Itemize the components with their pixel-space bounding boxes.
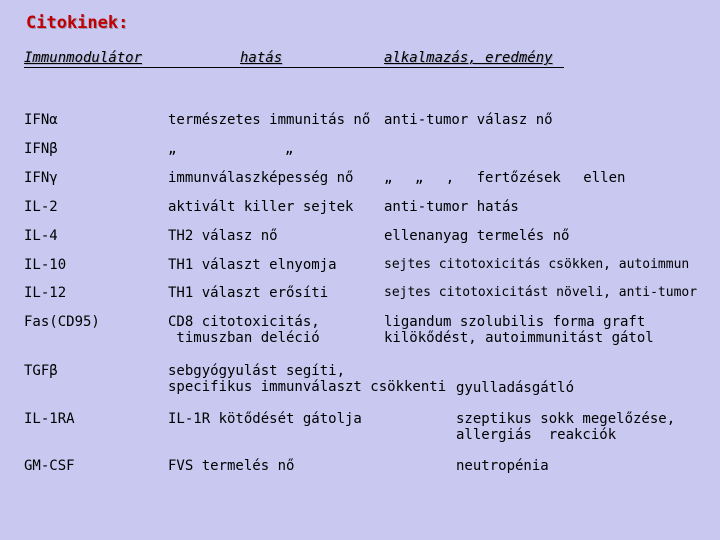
- row-effect: FVS termelés nő: [168, 458, 295, 474]
- row-effect: CD8 citotoxicitás, timuszban deléció: [168, 314, 320, 346]
- row-effect: „ „: [168, 141, 294, 157]
- row-name: IL-1RA: [24, 411, 75, 427]
- row-effect: sebgyógyulást segíti, specifikus immunválaszt csökkenti: [168, 363, 447, 395]
- row-result: neutropénia: [456, 458, 549, 474]
- row-result: szeptikus sokk megelőzése, allergiás reakciók: [456, 411, 676, 443]
- row-name: Fas(CD95): [24, 314, 100, 330]
- row-name: IL-4: [24, 228, 58, 244]
- row-name: IFNβ: [24, 141, 58, 157]
- row-name: IL-10: [24, 257, 67, 273]
- row-effect: TH2 válasz nő: [168, 228, 278, 244]
- row-effect: aktivált killer sejtek: [168, 199, 354, 215]
- row-effect: IL-1R kötődését gátolja: [168, 411, 362, 427]
- row-result: ellenanyag termelés nő: [384, 228, 570, 244]
- header-underline: [24, 67, 564, 68]
- row-result: sejtes citotoxicitást növeli, anti-tumor: [384, 285, 698, 300]
- row-effect: immunválaszképesség nő: [168, 170, 354, 186]
- row-name: IL-2: [24, 199, 58, 215]
- row-name: TGFβ: [24, 363, 58, 379]
- row-result: sejtes citotoxicitás csökken, autoimmun: [384, 257, 690, 272]
- row-result: anti-tumor hatás: [384, 199, 519, 215]
- row-result: anti-tumor válasz nő: [384, 112, 553, 128]
- row-result: „ „ , fertőzések ellen: [384, 170, 626, 186]
- row-effect: természetes immunitás nő: [168, 112, 371, 128]
- row-effect: TH1 választ erősíti: [168, 285, 329, 301]
- slide-title: Citokinek:: [26, 13, 129, 33]
- row-result: ligandum szolubilis forma graft kilökődést, autoimmunitást gátol: [384, 314, 654, 346]
- row-effect: TH1 választ elnyomja: [168, 257, 337, 273]
- header-alkalmazas: alkalmazás, eredmény: [384, 50, 553, 66]
- row-name: IFNγ: [24, 170, 58, 186]
- row-name: GM-CSF: [24, 458, 75, 474]
- header-immunmodulator: Immunmodulátor: [24, 50, 143, 66]
- header-hatas: hatás: [240, 50, 283, 66]
- row-result: gyulladásgátló: [456, 380, 575, 396]
- row-name: IL-12: [24, 285, 67, 301]
- row-name: IFNα: [24, 112, 58, 128]
